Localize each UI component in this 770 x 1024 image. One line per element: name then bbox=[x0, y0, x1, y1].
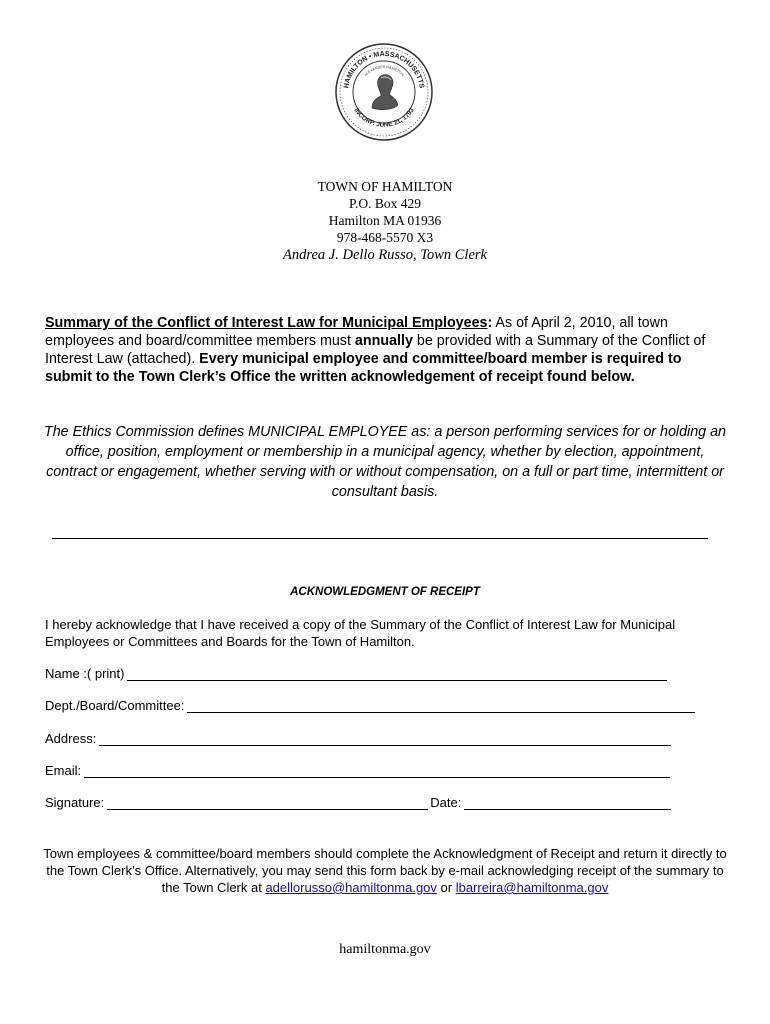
intro-annually: annually bbox=[354, 333, 413, 349]
address-label: Address: bbox=[45, 731, 97, 746]
ack-title: ACKNOWLEDGMENT OF RECEIPT bbox=[290, 586, 480, 598]
address-line[interactable] bbox=[99, 733, 671, 746]
town-name: TOWN OF HAMILTON bbox=[317, 179, 453, 194]
email-field[interactable] bbox=[45, 763, 670, 778]
email-line[interactable] bbox=[84, 765, 670, 778]
letterhead bbox=[0, 178, 770, 264]
intro-text-1: As of April 2, 2010, all town employees and board/committee members must bbox=[45, 315, 668, 349]
intro-colon: : bbox=[487, 315, 493, 331]
clerk-email-link-2[interactable]: lbarreira@hamiltonma.gov bbox=[455, 880, 609, 895]
signature-field[interactable] bbox=[45, 795, 671, 810]
or-text: or bbox=[436, 880, 456, 895]
town-seal-logo bbox=[334, 42, 434, 142]
town-clerk: Andrea J. Dello Russo, Town Clerk bbox=[283, 247, 487, 263]
divider bbox=[52, 538, 708, 539]
intro-requirement: Every municipal employee and committee/board member is required to submit to the Town Clerk’s Office the written acknowledgement of receipt found below. bbox=[45, 351, 682, 385]
dept-field[interactable] bbox=[45, 698, 695, 713]
dept-label: Dept./Board/Committee: bbox=[45, 698, 185, 713]
email-label: Email: bbox=[45, 763, 82, 778]
name-label: Name :( print) bbox=[45, 666, 125, 681]
dept-line[interactable] bbox=[187, 700, 695, 713]
svg-text:INCORP. JUNE 21, 1793: INCORP. JUNE 21, 1793 bbox=[352, 107, 416, 129]
return-text: Town employees & committee/board members should complete the Acknowledgment of Receipt and return it directly to the Town Clerk’s Office. Alternatively, you may send this form back by e-mail acknowledging receipt of the summary to the Town Clerk at bbox=[43, 846, 727, 895]
intro-text-2: be provided with a Summary of the Conflict of Interest Law (attached). bbox=[45, 333, 706, 367]
name-field[interactable] bbox=[45, 666, 667, 681]
date-label: Date: bbox=[430, 795, 462, 810]
website-footer: hamiltonma.gov bbox=[339, 942, 431, 957]
signature-line[interactable] bbox=[107, 797, 428, 810]
ack-text: I hereby acknowledge that I have received a copy of the Summary of the Conflict of Interest Law for Municipal Employees or Committees and Boards for the Town of Hamilton. bbox=[45, 617, 676, 649]
intro-paragraph bbox=[45, 314, 730, 386]
address-field[interactable] bbox=[45, 731, 671, 746]
phone: 978-468-5570 X3 bbox=[336, 230, 434, 245]
ethics-definition: The Ethics Commission defines MUNICIPAL EMPLOYEE as: a person performing services for or holding an office, position, employment or membership in a municipal agency, whether by election, appointment, contract or engagement, whether serving with or without compensation, on a full or part time, intermittent or consultant basis. bbox=[43, 424, 727, 500]
svg-text:HAMILTON • MASSACHUSETTS: HAMILTON • MASSACHUSETTS bbox=[343, 50, 425, 89]
date-line[interactable] bbox=[464, 797, 671, 810]
name-line[interactable] bbox=[127, 668, 667, 681]
city-zip: Hamilton MA 01936 bbox=[328, 213, 442, 228]
intro-heading: Summary of the Conflict of Interest Law for Municipal Employees bbox=[45, 315, 488, 331]
clerk-email-link-1[interactable]: adellorusso@hamiltonma.gov bbox=[265, 880, 437, 895]
signature-label: Signature: bbox=[45, 795, 105, 810]
svg-text:ALEXANDER HAMILTON: ALEXANDER HAMILTON bbox=[363, 64, 405, 78]
po-box: P.O. Box 429 bbox=[348, 196, 421, 211]
return-instructions bbox=[40, 845, 730, 896]
